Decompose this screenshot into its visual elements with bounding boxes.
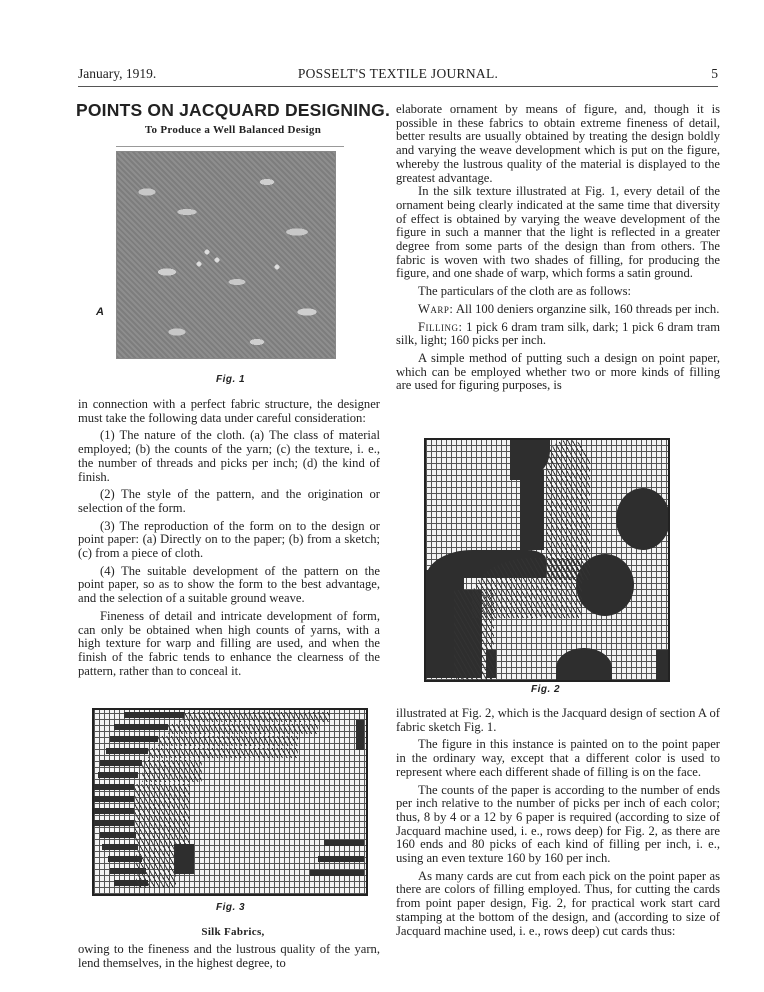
- paragraph: Fineness of detail and intricate development of form, can only be obtained when high counts of yarns, with a high texture for warp and filling are used, and when the finish of the fabric tends to enhance the clearness of the pattern, rather than to conceal it.: [78, 608, 380, 678]
- fig1-caption: Fig. 1: [216, 374, 246, 385]
- fig3-caption: Fig. 3: [216, 902, 246, 913]
- paragraph: The figure in this instance is painted on to the point paper in the ordinary way, except that a different color is used to represent where each different shade of filling is on the face.: [396, 737, 720, 779]
- paragraph: As many cards are cut from each pick on the point paper as there are colors of filling employed. Thus, for cutting the cards from point paper design, Fig. 2, for practical work start card stamping at the bottom of the design, and (according to size of Jacquard machine used, i. e., rows deep) cut cards thus:: [396, 868, 720, 938]
- article-subtitle: To Produce a Well Balanced Design: [144, 124, 322, 136]
- paragraph: (1) The nature of the cloth. (a) The class of material employed; (b) the counts of the yarn; (c) the texture, i. e., the number of threads and picks per inch; (d) the kind of finish.: [78, 428, 380, 484]
- running-head: [78, 66, 718, 84]
- journal-title: POSSELT'S TEXTILE JOURNAL.: [297, 66, 499, 81]
- fig3-point-paper: [92, 708, 368, 896]
- subtitle-rule: [116, 146, 344, 147]
- issue-date: January, 1919.: [78, 66, 157, 81]
- article-title: POINTS ON JACQUARD DESIGNING.: [76, 100, 391, 120]
- paragraph: illustrated at Fig. 2, which is the Jacquard design of section A of fabric sketch Fig. 1.: [396, 706, 720, 734]
- warp-spec: Warp: All 100 deniers organzine silk, 160 threads per inch.: [418, 301, 720, 316]
- warp-label: Warp:: [418, 301, 454, 316]
- paragraph: The particulars of the cloth are as follows:: [418, 284, 631, 299]
- header-rule: [78, 86, 718, 87]
- left-column-upper: [78, 398, 380, 678]
- paragraph: (4) The suitable development of the pattern on the point paper, so as to show the form to the best advantage, and the selection of a suitable ground weave.: [78, 563, 380, 606]
- paragraph: A simple method of putting such a design on point paper, which can be employed whether two or more kinds of filling are used for figuring purposes, is: [396, 350, 720, 393]
- paragraph: elaborate ornament by means of figure, and, though it is possible in these fabrics to obtain extreme fineness of detail, better results are usually obtained by treating the design boldly and varying the weave development which is put on the figure, whereby the lustrous quality of the material is displayed to the greatest advantage.: [396, 102, 720, 185]
- paragraph: (3) The reproduction of the form on to the design or point paper: (a) Directly on to the paper; (b) from a sketch; (c) from a piece of cloth.: [78, 518, 380, 561]
- right-column-upper: [396, 103, 720, 393]
- section-heading: Silk Fabrics,: [201, 926, 265, 938]
- paragraph: (2) The style of the pattern, and the origination or selection of the form.: [78, 487, 380, 515]
- fig1-fabric-photo: [116, 151, 336, 359]
- right-column-lower: [396, 707, 720, 938]
- paragraph: in connection with a perfect fabric structure, the designer must take the following data under careful consideration:: [78, 397, 380, 425]
- paragraph: The counts of the paper is according to the number of ends per inch relative to the number of picks per inch of each color; thus, 8 by 4 or a 12 by 6 paper is required (according to size of Jacquard machine used, i. e., rows deep) for Fig. 2, as there are 160 ends and 80 picks of each kind of filling per inch, i. e., using an even texture 160 by 160 per inch.: [396, 782, 720, 866]
- fig1-section-label: A: [96, 306, 104, 318]
- fig2-point-paper: [424, 438, 670, 682]
- paragraph: owing to the fineness and the lustrous quality of the yarn, lend themselves, in the highest degree, to: [78, 942, 380, 970]
- page-number: 5: [711, 66, 718, 81]
- filling-label: Filling:: [418, 319, 463, 334]
- fig2-caption: Fig. 2: [531, 684, 561, 695]
- paragraph: In the silk texture illustrated at Fig. 1, every detail of the ornament being clearly indicated at the same time that diversity of effect is obtained by varying the weave development of the figure in such a manner that the light is reflected in a greater degree from some parts of the design than from others. The fabric is woven with two shades of filling, for producing the figure, and one shade of warp, which forms a satin ground.: [396, 184, 720, 281]
- left-column-lower: [78, 943, 380, 970]
- filling-spec: Filling: 1 pick 6 dram tram silk, dark; 1 pick 6 dram tram silk, light; 160 picks per inch.: [396, 319, 720, 348]
